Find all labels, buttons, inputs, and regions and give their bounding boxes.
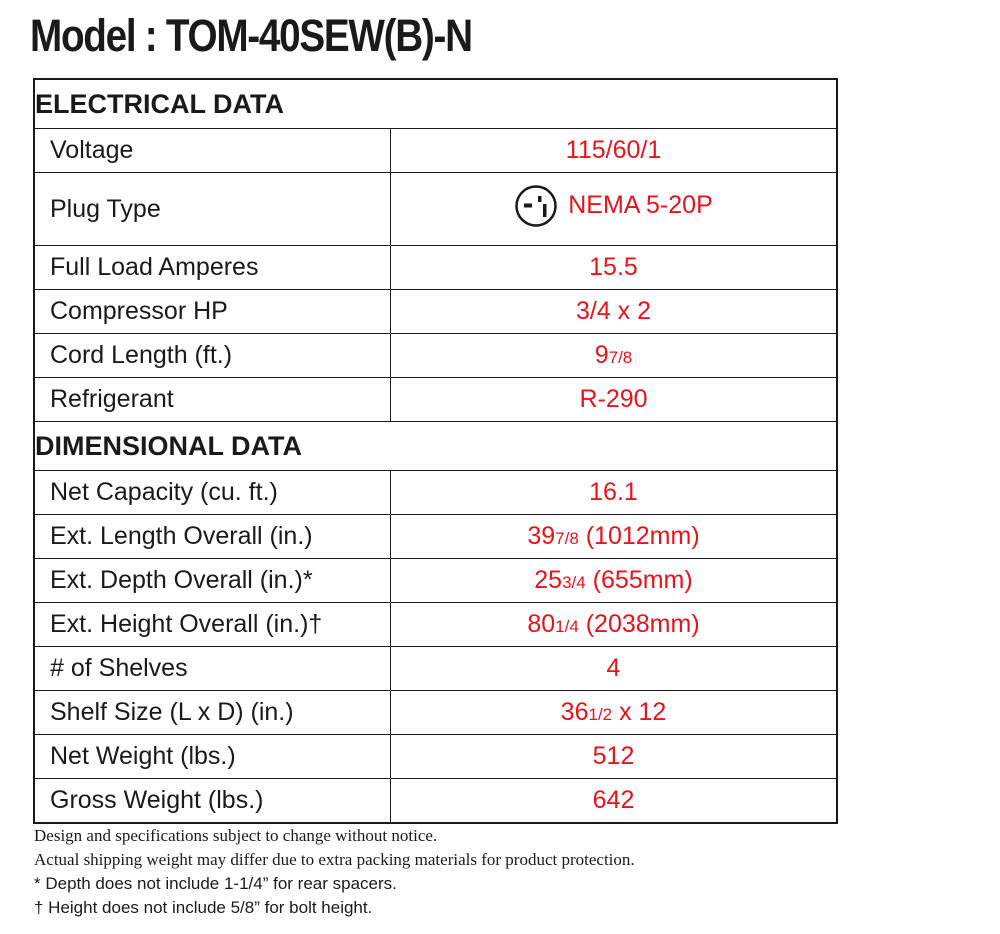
row-value xyxy=(391,559,838,603)
row-value xyxy=(391,515,838,559)
note-line: Actual shipping weight may differ due to extra packing materials for product protection. xyxy=(34,850,635,869)
spec-table xyxy=(33,78,838,824)
row-label: Cord Length (ft.) xyxy=(34,334,391,378)
row-value: 642 xyxy=(391,779,838,823)
table-row xyxy=(34,334,837,378)
nema-5-20-plug-icon xyxy=(514,184,558,228)
model-title: Model : TOM-40SEW(B)-N xyxy=(30,10,472,61)
footnotes xyxy=(34,824,635,920)
row-label: Voltage xyxy=(34,129,391,173)
table-row xyxy=(34,290,837,334)
row-label: Ext. Depth Overall (in.)* xyxy=(34,559,391,603)
table-row xyxy=(34,515,837,559)
table-row xyxy=(34,173,837,246)
row-value xyxy=(391,334,838,378)
table-row xyxy=(34,471,837,515)
row-label: # of Shelves xyxy=(34,647,391,691)
value-metric: (1012mm) xyxy=(578,522,700,550)
row-value: 3/4 x 2 xyxy=(391,290,838,334)
value-rest: x 12 xyxy=(612,698,667,726)
row-value xyxy=(391,691,838,735)
value-whole: 25 xyxy=(534,566,563,594)
section-heading: ELECTRICAL DATA xyxy=(34,79,837,129)
value-whole: 80 xyxy=(527,610,556,638)
row-label: Full Load Amperes xyxy=(34,246,391,290)
table-row xyxy=(34,735,837,779)
table-row xyxy=(34,779,837,823)
table-row xyxy=(34,129,837,173)
table-row xyxy=(34,559,837,603)
row-label: Compressor HP xyxy=(34,290,391,334)
row-label: Ext. Height Overall (in.)† xyxy=(34,603,391,647)
row-value: 512 xyxy=(391,735,838,779)
value-whole: 39 xyxy=(527,522,556,550)
row-label: Refrigerant xyxy=(34,378,391,422)
table-row xyxy=(34,691,837,735)
row-value xyxy=(391,173,838,246)
table-row xyxy=(34,603,837,647)
row-label: Net Weight (lbs.) xyxy=(34,735,391,779)
row-label: Gross Weight (lbs.) xyxy=(34,779,391,823)
section-header-dimensional xyxy=(34,422,837,471)
row-value: R-290 xyxy=(391,378,838,422)
value-metric: (655mm) xyxy=(585,566,693,594)
value-fraction: 3/4 xyxy=(562,573,586,592)
plug-type-value: NEMA 5-20P xyxy=(568,191,713,219)
row-label: Net Capacity (cu. ft.) xyxy=(34,471,391,515)
section-header-electrical xyxy=(34,79,837,129)
value-fraction: 7/8 xyxy=(555,529,579,548)
table-row xyxy=(34,246,837,290)
row-label: Ext. Length Overall (in.) xyxy=(34,515,391,559)
note-line: † Height does not include 5/8” for bolt height. xyxy=(34,898,373,917)
value-whole: 9 xyxy=(594,341,609,369)
table-row xyxy=(34,647,837,691)
row-value: 16.1 xyxy=(391,471,838,515)
section-heading: DIMENSIONAL DATA xyxy=(34,422,837,471)
table-row xyxy=(34,378,837,422)
row-value: 4 xyxy=(391,647,838,691)
row-value: 115/60/1 xyxy=(391,129,838,173)
value-metric: (2038mm) xyxy=(578,610,700,638)
note-line: Design and specifications subject to change without notice. xyxy=(34,826,438,845)
value-fraction: 1/4 xyxy=(555,617,579,636)
row-value xyxy=(391,603,838,647)
note-line: * Depth does not include 1-1/4” for rear spacers. xyxy=(34,874,397,893)
row-value: 15.5 xyxy=(391,246,838,290)
row-label: Plug Type xyxy=(34,173,391,246)
value-fraction: 7/8 xyxy=(608,348,633,367)
row-label: Shelf Size (L x D) (in.) xyxy=(34,691,391,735)
value-whole: 36 xyxy=(560,698,589,726)
value-fraction: 1/2 xyxy=(588,705,613,724)
